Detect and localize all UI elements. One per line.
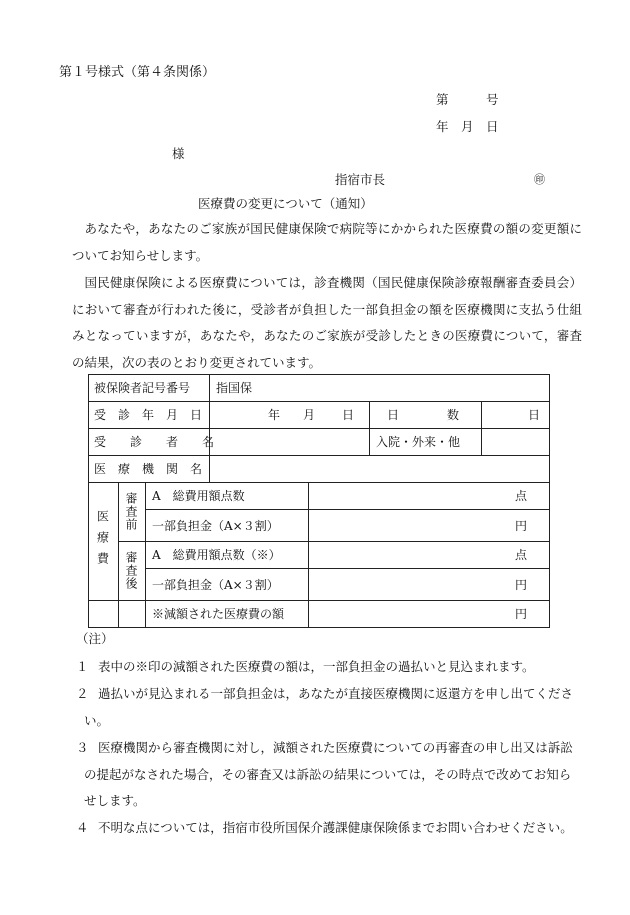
total-points-after-label: A 総費用額点数（※） — [152, 548, 281, 562]
insured-number-value: 指国保 — [216, 381, 253, 395]
note-number: ３ — [76, 740, 89, 755]
points-unit-after: 点 — [515, 548, 528, 562]
note-item — [72, 815, 582, 842]
visit-type-options: 入院・外来・他 — [376, 435, 461, 449]
after-review-label: 審査後 — [124, 551, 138, 590]
medical-cost-label: 医療費 — [95, 509, 110, 573]
visit-date-label: 受 診 年 月 日 — [94, 408, 203, 422]
note-item — [72, 735, 582, 815]
note-number: ２ — [76, 686, 89, 701]
copay-after-label: 一部負担金（A×３割） — [152, 577, 279, 592]
institution-name-label: 医 療 機 関 名 — [94, 462, 203, 476]
visit-date-day: 日 — [342, 408, 355, 422]
patient-name-label: 受 診 者 名 — [94, 435, 215, 449]
before-review-label: 審査前 — [124, 492, 138, 531]
notes-heading: （注） — [76, 631, 114, 646]
points-unit-before: 点 — [515, 489, 528, 503]
note-text: 医療機関から審査機関に対し，減額された医療費についての再審査の申し出又は訴訟の提起がなされた場合，その審査又は訴訟の結果については，その時点で改めてお知らせします。 — [84, 740, 573, 808]
yen-unit-reduced: 円 — [515, 607, 528, 621]
reduced-amount-label: ※減額された医療費の額 — [152, 607, 285, 621]
note-text: 不明な点については，指宿市役所国保介護課健康保険係までお問い合わせください。 — [98, 820, 573, 835]
yen-unit-after: 円 — [515, 577, 528, 592]
body-paragraph-2: 国民健康保険による医療費については，診査機関（国民健康保険診療報酬審査委員会）において審査が行われた後に，受診者が負担した一部負担金の額を医療機関に支払う仕組みとなっていますが，あなたや，あなたのご家族が受診したときの医療費について，審査の結果，次の表のとおり変更されています。 — [72, 275, 582, 370]
visit-date-month: 月 — [303, 408, 316, 422]
note-item — [72, 654, 582, 681]
document-subject: 医療費の変更について（通知） — [198, 196, 373, 211]
note-text: 表中の※印の減額された医療費の額は，一部負担金の過払いと見込まれます。 — [98, 659, 535, 674]
form-title: 第１号様式（第４条関係） — [59, 65, 216, 80]
visit-date-year: 年 — [268, 408, 281, 422]
copay-before-label: 一部負担金（A×３割） — [152, 518, 279, 533]
document-number: 第 号 — [436, 92, 499, 107]
note-text: 過払いが見込まれる一部負担金は，あなたが直接医療機関に返還方を申し出てください。 — [84, 686, 574, 728]
yen-unit-before: 円 — [515, 518, 528, 533]
note-item — [72, 681, 582, 734]
note-number: ４ — [76, 820, 89, 835]
insured-number-label: 被保険者記号番号 — [94, 381, 191, 395]
visit-days-unit: 日 — [528, 408, 541, 422]
sender-name: 指宿市長 — [335, 172, 386, 187]
note-number: １ — [76, 659, 89, 674]
seal-mark: ㊞ — [534, 173, 545, 186]
document-date: 年 月 日 — [436, 119, 499, 134]
total-points-before-label: A 総費用額点数 — [152, 489, 245, 503]
addressee-suffix: 様 — [172, 146, 185, 161]
visit-days-label: 日 数 — [387, 408, 460, 422]
body-paragraph-1: あなたや，あなたのご家族が国民健康保険で病院等にかかられた医療費の額の変更額についてお知らせします。 — [72, 221, 582, 263]
